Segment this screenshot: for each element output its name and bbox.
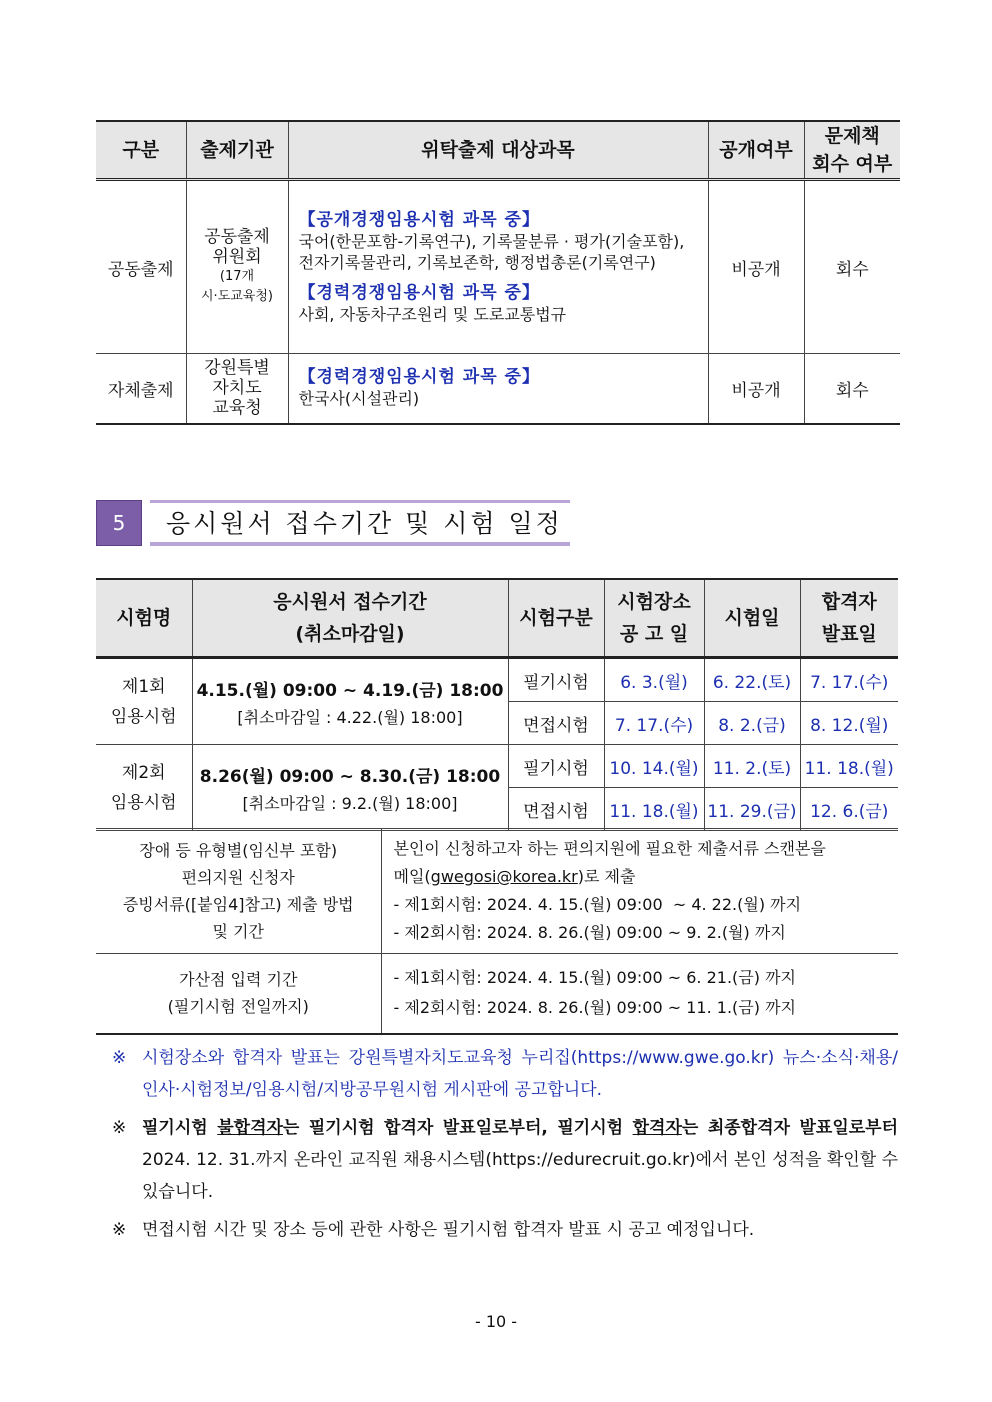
result-date: 11. 18.(월) — [800, 745, 898, 788]
exam-name-cell: 제2회 임용시험 — [96, 745, 192, 831]
header-exam-type: 시험구분 — [508, 579, 604, 658]
exam-type-cell: 면접시험 — [508, 788, 604, 831]
exam-date: 6. 22.(토) — [704, 658, 800, 702]
section-title: 응시원서 접수기간 및 시험 일정 — [166, 509, 563, 538]
section-rule-bottom — [150, 542, 570, 546]
subject-group-heading: 【경력경쟁임용시험 과목 중】 — [298, 282, 540, 303]
accommodation-content: 본인이 신청하고자 하는 편의지원에 필요한 제출서류 스캔본을 메일(gwegosi@korea.kr)로 제출 - 제1회시험: 2024. 4. 15.(월) 09:00 ~ 4. 22.(월) 까지 - 제2회시험: 2024. 8. 26.(월) 09:00 ~ 9. 2.(월) 까지 — [381, 829, 898, 954]
note-interview-schedule: ※ 면접시험 시간 및 장소 등에 관한 사항은 필기시험 합격자 발표 시 공고 예정입니다. — [112, 1214, 898, 1246]
application-period-cell: 4.15.(월) 09:00 ~ 4.19.(금) 18:00 [취소마감일 : 4.22.(월) 18:00] — [192, 658, 508, 745]
section-number-badge: 5 — [96, 500, 142, 546]
note-score-check: ※ 필기시험 불합격자는 필기시험 합격자 발표일로부터, 필기시험 합격자는 최종합격자 발표일로부터 2024. 12. 31.까지 온라인 교직원 채용시스템(https://edurecruit.go.kr)에서 본인 성적을 확인할 수 있습니다. — [112, 1112, 898, 1208]
table-row — [96, 658, 898, 702]
table-row — [96, 745, 898, 788]
subjects-cell: 【공개경쟁임용시험 과목 중】 국어(한문포함-기록연구), 기록물분류 · 평가(기술포함), 전자기록물관리, 기록보존학, 행정법총론(기록연구) 【경력경쟁임용시험 과목 중】 사회, 자동차구조원리 및 도로교통법규 — [288, 180, 708, 354]
category-cell: 자체출제 — [96, 354, 186, 424]
subject-group-heading: 【경력경쟁임용시험 과목 중】 — [298, 367, 540, 388]
result-date: 12. 6.(금) — [800, 788, 898, 831]
venue-notice-date: 11. 18.(월) — [604, 788, 704, 831]
header-subjects: 위탁출제 대상과목 — [288, 121, 708, 180]
reference-mark: ※ — [112, 1118, 127, 1138]
table-row — [96, 354, 900, 424]
section-rule-top — [150, 500, 570, 503]
reference-mark: ※ — [112, 1048, 127, 1068]
table-header-row — [96, 579, 898, 658]
org-cell: 공동출제 위원회 (17개 시·도교육청) — [186, 180, 288, 354]
subject-group-heading: 【공개경쟁임용시험 과목 중】 — [298, 209, 540, 230]
result-date: 7. 17.(수) — [800, 658, 898, 702]
header-result-date: 합격자 발표일 — [800, 579, 898, 658]
org-cell: 강원특별 자치도 교육청 — [186, 354, 288, 424]
reference-mark: ※ — [112, 1220, 127, 1240]
section-heading — [96, 500, 570, 546]
category-cell: 공동출제 — [96, 180, 186, 354]
application-period-cell: 8.26(월) 09:00 ~ 8.30.(금) 18:00 [취소마감일 : 9.2.(월) 18:00] — [192, 745, 508, 831]
header-retrieval: 문제책 회수 여부 — [804, 121, 900, 180]
venue-notice-date: 7. 17.(수) — [604, 702, 704, 745]
disclosure-cell: 비공개 — [708, 354, 804, 424]
result-date: 8. 12.(월) — [800, 702, 898, 745]
accommodation-label: 장애 등 유형별(임신부 포함) 편의지원 신청자 증빙서류([붙임4]참고) 제출 방법 및 기간 — [96, 829, 381, 954]
header-org: 출제기관 — [186, 121, 288, 180]
header-category: 구분 — [96, 121, 186, 180]
header-exam-date: 시험일 — [704, 579, 800, 658]
page-number: - 10 - — [474, 1312, 518, 1331]
header-venue-notice: 시험장소 공 고 일 — [604, 579, 704, 658]
exam-date: 8. 2.(금) — [704, 702, 800, 745]
exam-schedule-table — [96, 578, 898, 831]
exam-date: 11. 29.(금) — [704, 788, 800, 831]
supplementary-info-table — [96, 828, 898, 1035]
exam-date: 11. 2.(토) — [704, 745, 800, 788]
retrieval-cell: 회수 — [804, 354, 900, 424]
exam-type-cell: 필기시험 — [508, 745, 604, 788]
note-venue-announcement: ※ 시험장소와 합격자 발표는 강원특별자치도교육청 누리집(https://www.gwe.go.kr) 뉴스·소식·채용/인사·시험정보/임용시험/지방공무원시험 게시판에 공고합니다. — [112, 1042, 898, 1106]
bonus-label: 가산점 입력 기간 (필기시험 전일까지) — [96, 954, 381, 1034]
bonus-content: - 제1회시험: 2024. 4. 15.(월) 09:00 ~ 6. 21.(금) 까지 - 제2회시험: 2024. 8. 26.(월) 09:00 ~ 11. 1.(금) 까지 — [381, 954, 898, 1034]
table-header-row — [96, 121, 900, 180]
email-link[interactable]: gwegosi@korea.kr — [430, 867, 578, 886]
retrieval-cell: 회수 — [804, 180, 900, 354]
exam-type-cell: 면접시험 — [508, 702, 604, 745]
subjects-cell: 【경력경쟁임용시험 과목 중】 한국사(시설관리) — [288, 354, 708, 424]
disclosure-cell: 비공개 — [708, 180, 804, 354]
table-row — [96, 954, 898, 1034]
header-application-period: 응시원서 접수기간 (취소마감일) — [192, 579, 508, 658]
exam-type-cell: 필기시험 — [508, 658, 604, 702]
table-row — [96, 829, 898, 954]
venue-notice-date: 6. 3.(월) — [604, 658, 704, 702]
header-exam-name: 시험명 — [96, 579, 192, 658]
exam-name-cell: 제1회 임용시험 — [96, 658, 192, 745]
header-disclosure: 공개여부 — [708, 121, 804, 180]
venue-notice-date: 10. 14.(월) — [604, 745, 704, 788]
table-row — [96, 180, 900, 354]
commissioned-exam-table — [96, 120, 900, 425]
